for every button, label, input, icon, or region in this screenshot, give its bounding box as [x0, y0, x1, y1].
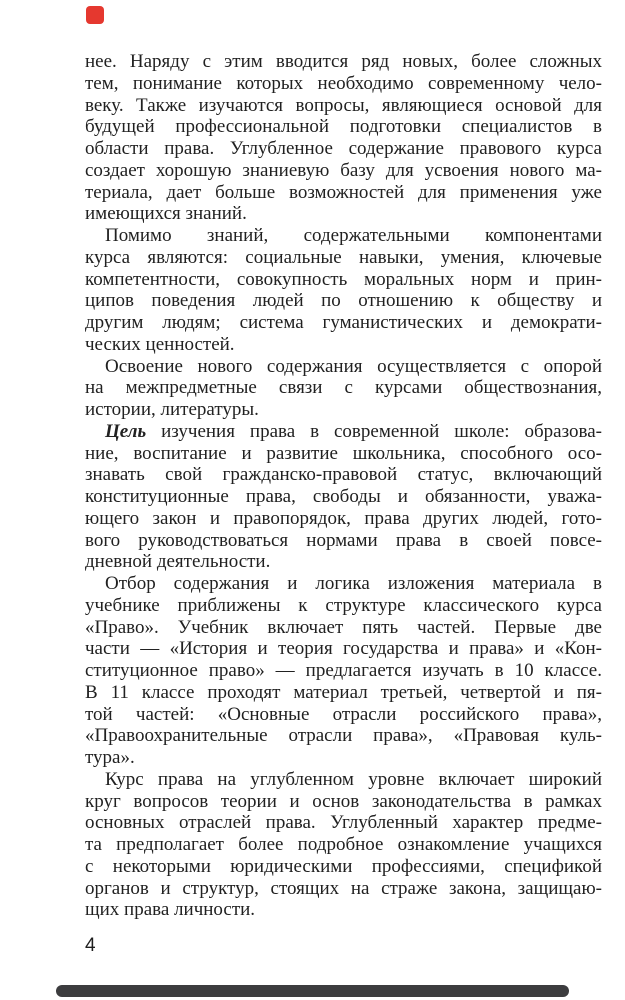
text-line: териала, дает больше возможностей для применения уже — [85, 181, 602, 203]
text-line: истории, литературы. — [85, 399, 259, 420]
text-line: компетентности, совокупность моральных норм и прин- — [85, 268, 602, 290]
text-line: ние, воспитание и развитие школьника, способного осо- — [85, 442, 602, 464]
text-line: области права. Углубленное содержание правового курса — [85, 138, 602, 159]
text-line: другим людям; система гуманистических и демократи- — [85, 312, 602, 333]
text-line: вого руководствоваться нормами права в своей повсе- — [85, 529, 602, 551]
app-badge-icon[interactable] — [86, 6, 104, 24]
text-line: тура». — [85, 747, 135, 768]
body-text — [85, 51, 602, 921]
paragraph-lead-word: Цель — [105, 420, 147, 442]
reading-progress-bar[interactable] — [56, 985, 569, 997]
page-number: 4 — [85, 935, 96, 956]
text-line: ципов поведения людей по отношению к обществу и — [85, 290, 602, 312]
text-line: круг вопросов теории и основ законодательства в рамках — [85, 790, 602, 812]
text-line: части — «История и теория государства и права» и «Кон- — [85, 638, 602, 660]
text-line: конституционные права, свободы и обязанности, уважа- — [85, 486, 602, 507]
text-line: веку. Также изучаются вопросы, являющиеся основой для — [85, 94, 602, 116]
text-line: с некоторыми юридическими профессиями, спецификой — [85, 855, 602, 877]
text-line: будущей профессиональной подготовки специалистов в — [85, 116, 602, 138]
text-line: Помимо знаний, содержательными компонентами — [105, 225, 602, 246]
text-line: знавать свой гражданско-правовой статус, включающий — [85, 464, 602, 486]
text-line: курса являются: социальные навыки, умения, ключевые — [85, 246, 602, 268]
text-line: ституционное право» — предлагается изучать в 10 классе. — [85, 660, 602, 681]
text-line: ческих ценностей. — [85, 333, 235, 355]
text-line: имеющихся знаний. — [85, 203, 247, 225]
text-line: Освоение нового содержания осуществляется с опорой — [105, 355, 602, 377]
text-line: той частей: «Основные отрасли российского права», — [85, 703, 602, 725]
text-line: учебнике приближены к структуре классического курса — [85, 594, 602, 616]
text-line: «Правоохранительные отрасли права», «Правовая куль- — [85, 725, 602, 747]
text-line: создает хорошую знаниевую базу для усвоения нового ма- — [85, 159, 602, 181]
text-line: Цель изучения права в современной школе: образова- — [105, 420, 602, 442]
text-line: щих права личности. — [85, 899, 256, 921]
text-line: дневной деятельности. — [85, 551, 271, 573]
text-line: Отбор содержания и логика изложения материала в — [105, 573, 602, 594]
text-line: основных отраслей права. Углубленный характер предме- — [85, 812, 602, 834]
text-line: «Право». Учебник включает пять частей. Первые две — [85, 616, 602, 638]
text-line: нее. Наряду с этим вводится ряд новых, более сложных — [85, 51, 602, 72]
text-line: ющего закон и правопорядок, права других людей, гото- — [85, 507, 602, 529]
text-line: та предполагает более подробное ознакомление учащихся — [85, 834, 602, 855]
text-line: Курс права на углубленном уровне включает широкий — [105, 768, 602, 790]
text-line: органов и структур, стоящих на страже закона, защищаю- — [85, 877, 602, 899]
text-line: В 11 классе проходят материал третьей, четвертой и пя- — [85, 681, 602, 703]
text-line: тем, понимание которых необходимо современному чело- — [85, 72, 602, 94]
text-line: на межпредметные связи с курсами обществознания, — [85, 377, 602, 399]
